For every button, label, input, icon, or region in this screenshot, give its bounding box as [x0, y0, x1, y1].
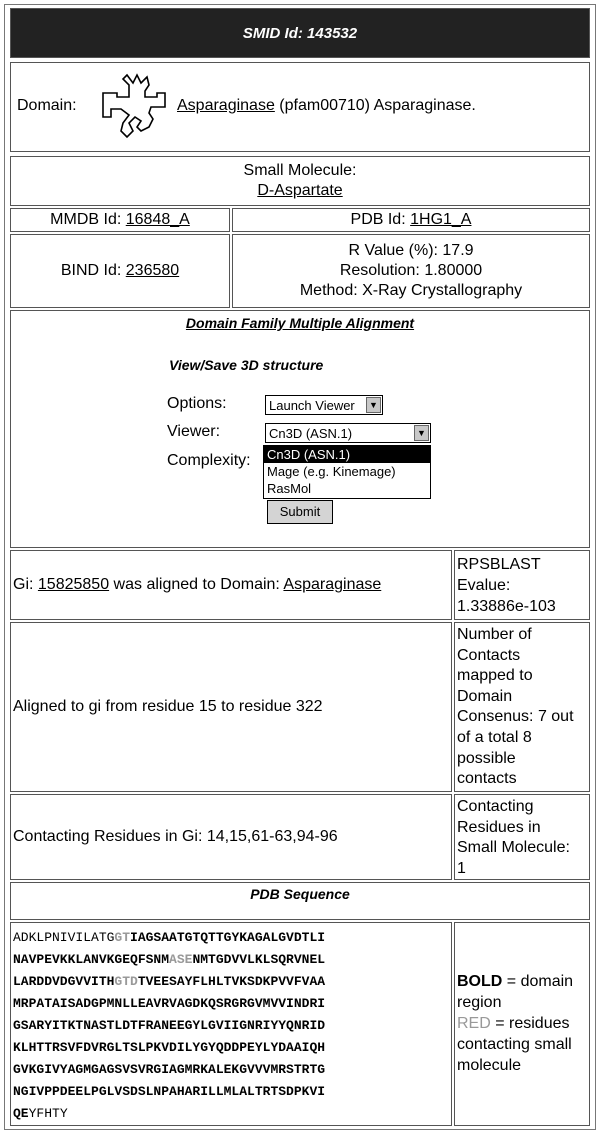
legend-bold-text: = domain: [502, 973, 574, 990]
contacts-line: of a total 8: [457, 728, 532, 746]
gi-domain-link[interactable]: Asparaginase: [283, 576, 382, 593]
options-select[interactable]: [265, 395, 383, 415]
contacts-line: Consenus: 7 out: [457, 708, 574, 726]
domain-text: [177, 97, 476, 115]
resolution: Resolution: 1.80000: [339, 262, 483, 279]
domain-residues: KLHTTRSVFDVRGLTSLPKVDILYGYQDDPEYLYDAAIQH: [13, 1040, 326, 1055]
contacts-line: contacts: [457, 770, 517, 788]
domain-residues: NMTGDVVLKLSQRVNEL: [192, 952, 326, 967]
legend-red-key: RED: [457, 1015, 491, 1032]
viewer-option[interactable]: Mage (e.g. Kinemage): [267, 464, 396, 479]
smid-title: SMID Id: 143532: [242, 25, 358, 42]
sequence-line: [13, 1037, 451, 1059]
pdb-cell: [232, 208, 590, 232]
domain-residues: TVEESAYFLHLTVKSDKPVVFVAA: [137, 974, 326, 989]
domain-suffix: (pfam00710) Asparaginase.: [274, 97, 476, 114]
viewer-value: Cn3D (ASN.1): [269, 426, 353, 441]
pdb-sequence-cell: [10, 922, 452, 1126]
viewer-dropdown: [263, 445, 431, 499]
contacting-residues-cell: [10, 794, 452, 880]
gi-link[interactable]: 15825850: [37, 576, 110, 593]
structure-info-cell: [232, 234, 590, 308]
sequence-line: [13, 971, 451, 993]
contacting-residues-text: Contacting Residues in Gi: 14,15,61-63,94-96: [13, 828, 338, 845]
contacts-line: Domain: [457, 687, 513, 705]
alignment-panel: [10, 310, 590, 548]
residues: ADKLPNIVILATG: [13, 930, 115, 945]
small-molecule-residues-cell: [454, 794, 590, 880]
viewer-select[interactable]: [265, 423, 431, 443]
bind-cell: [10, 234, 230, 308]
small-residues-line: 1: [457, 859, 466, 877]
sequence-line: [13, 1059, 451, 1081]
sequence-line: [13, 949, 451, 971]
small-molecule-label: Small Molecule:: [243, 162, 357, 179]
chevron-down-icon: ▼: [366, 397, 381, 413]
sequence-line: [13, 1081, 451, 1103]
domain-residues: IAGSAATGTQTTGYKAGALGVDTLI: [130, 930, 326, 945]
r-value: R Value (%): 17.9: [348, 242, 474, 259]
contacts-line: Contacts: [457, 646, 521, 664]
small-residues-line: Residues in: [457, 818, 541, 836]
complexity-label: Complexity:: [167, 452, 251, 469]
legend-bold-line: [457, 971, 589, 992]
legend-red-text2: contacting small: [457, 1036, 572, 1053]
rpsblast-cell: [454, 550, 590, 620]
legend-bold-key: BOLD: [457, 973, 503, 990]
domain-residues: MRPATAISADGPMNLLEAVRVAGDKQSRGRGVMVVINDRI: [13, 996, 326, 1011]
small-residues-line: Contacting: [457, 798, 534, 815]
legend-cell: [454, 922, 590, 1126]
gi-cell: [10, 550, 452, 620]
viewer-label: Viewer:: [167, 423, 221, 440]
contacts-line: Number of: [457, 626, 532, 643]
pdb-link[interactable]: 1HG1_A: [410, 211, 472, 228]
gi-aligned-text: was aligned to Domain:: [113, 576, 280, 593]
contacts-line: possible: [457, 749, 516, 767]
domain-residues: GSARYITKTNASTLDTFRANEEGYLGVIIGNRIYYQNRID: [13, 1018, 326, 1033]
legend-bold-text2: region: [457, 994, 502, 1011]
domain-residues: NAVPEVKKLANVKGEQFSNM: [13, 952, 170, 967]
contact-residues: GTD: [114, 974, 138, 989]
domain-icon: [99, 71, 169, 143]
legend-red-line: [457, 1013, 589, 1034]
domain-residues: GVKGIVYAGMGAGSVSVRGIAGMRKALEKGVVVMRSTRTG: [13, 1062, 326, 1077]
method: Method: X-Ray Crystallography: [299, 282, 523, 299]
options-value: Launch Viewer: [269, 398, 355, 413]
view-save-subtitle: View/Save 3D structure: [169, 357, 324, 373]
rps-line: Evalue:: [457, 577, 511, 594]
gi-label: Gi:: [13, 576, 34, 593]
small-molecule-row: [10, 156, 590, 206]
small-residues-line: Small Molecule:: [457, 839, 570, 856]
small-molecule-link[interactable]: D-Aspartate: [257, 182, 343, 199]
options-label: Options:: [167, 395, 227, 412]
aligned-residues-cell: [10, 622, 452, 792]
domain-residues: QE: [13, 1106, 29, 1121]
contact-residues: ASE: [169, 952, 193, 967]
alignment-title-link[interactable]: Domain Family Multiple Alignment: [185, 315, 415, 331]
viewer-option[interactable]: Cn3D (ASN.1): [264, 446, 430, 463]
chevron-down-icon: ▼: [414, 425, 429, 441]
bind-link[interactable]: 236580: [125, 262, 180, 279]
domain-row: [10, 62, 590, 152]
mmdb-label: MMDB Id:: [50, 211, 122, 228]
domain-label: Domain:: [17, 97, 77, 114]
pdb-sequence: [13, 927, 451, 1125]
sequence-line: [13, 1015, 451, 1037]
rps-evalue: 1.33886e-103: [457, 598, 556, 615]
domain-residues: NGIVPPDEELPGLVSDSLNPAHARILLMLALTRTSDPKVI: [13, 1084, 326, 1099]
pdb-sequence-title: PDB Sequence: [250, 886, 350, 902]
contacts-line: mapped to: [457, 667, 533, 685]
sequence-line: [13, 927, 451, 949]
contacts-cell: [454, 622, 590, 792]
legend-red-text: = residues: [490, 1015, 570, 1032]
aligned-residues-text: Aligned to gi from residue 15 to residue 322: [13, 698, 323, 715]
residues: YFHTY: [28, 1106, 68, 1121]
page-title: [10, 8, 590, 58]
rps-line: RPSBLAST: [457, 556, 541, 573]
viewer-option[interactable]: RasMol: [267, 481, 312, 496]
domain-link[interactable]: Asparaginase: [177, 97, 275, 114]
bind-label: BIND Id:: [60, 262, 122, 279]
mmdb-link[interactable]: 16848_A: [125, 211, 190, 228]
pdb-label: PDB Id:: [350, 211, 406, 228]
submit-button[interactable]: Submit: [267, 500, 333, 524]
sequence-line: [13, 993, 451, 1015]
pdb-sequence-header: [10, 882, 590, 920]
legend-red-text3: molecule: [457, 1057, 522, 1074]
mmdb-cell: [10, 208, 230, 232]
domain-residues: LARDDVDGVVITH: [13, 974, 115, 989]
contact-residues: GT: [114, 930, 131, 945]
sequence-line: [13, 1103, 451, 1125]
